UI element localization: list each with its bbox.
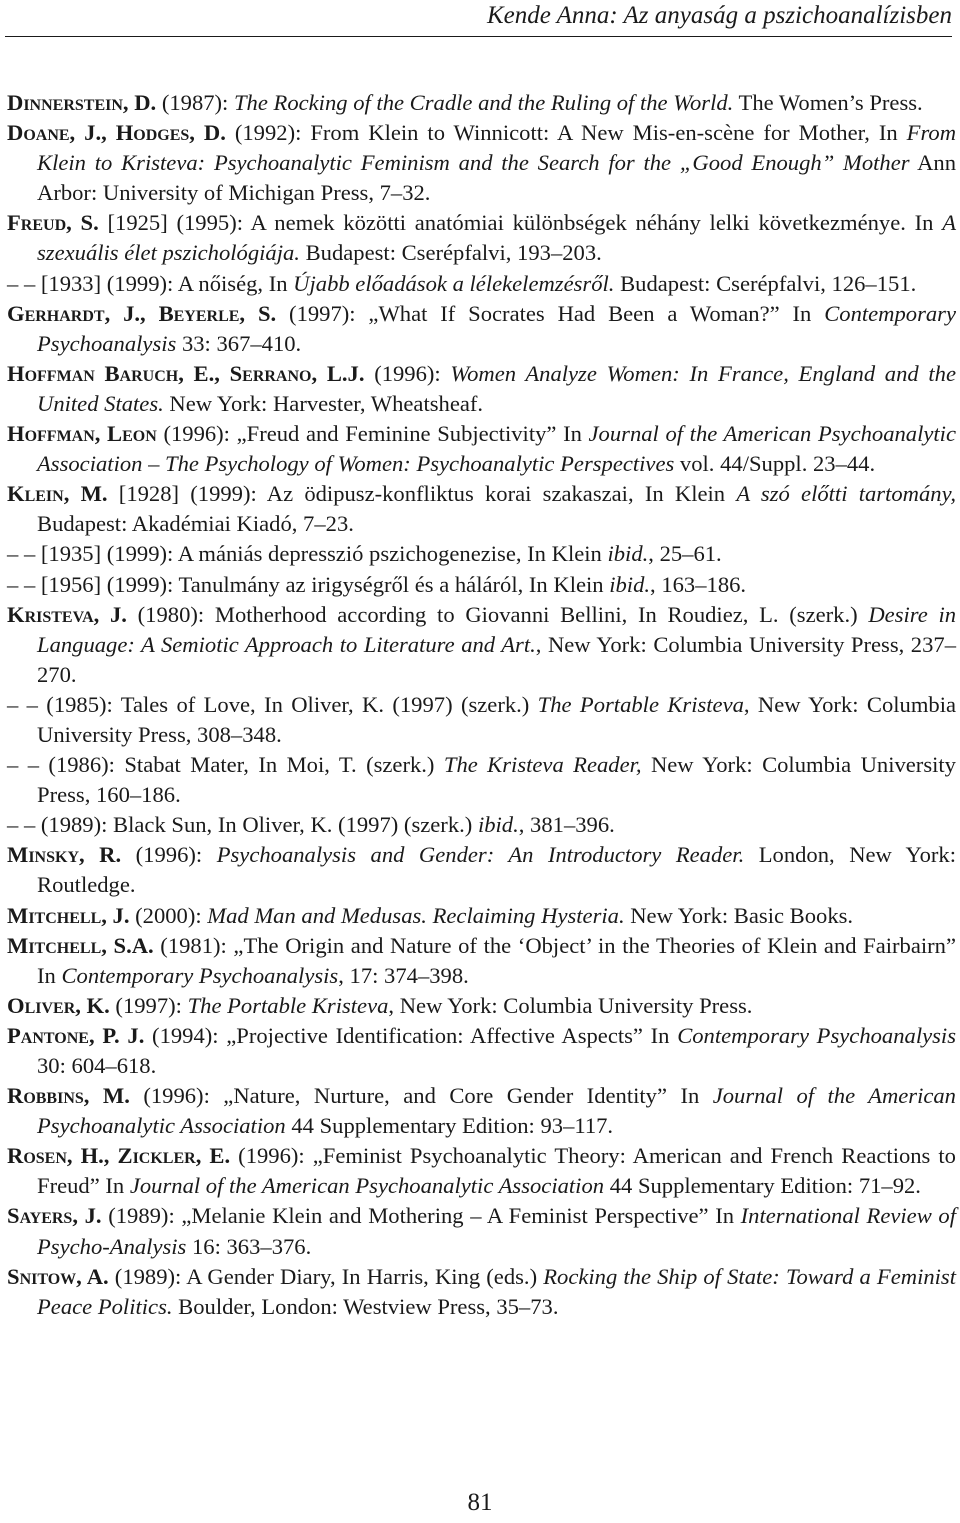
reference-text: (1992): From Klein to Winnicott: A New Mis-en-scène for Mother, In bbox=[225, 120, 907, 146]
reference-text: Ann Arbor: University of Michigan Press, 7–32. bbox=[37, 150, 957, 206]
reference-title: Journal of the American Psychoanalytic Association – The Psychology of Women: Psychoanalytic Perspectives bbox=[37, 421, 956, 477]
reference-author: Freud, S. bbox=[7, 210, 99, 236]
reference-entry bbox=[7, 840, 956, 900]
reference-author: Dinnerstein, D. bbox=[7, 90, 157, 115]
reference-text: Boulder, London: Westview Press, 35–73. bbox=[172, 1293, 559, 1319]
reference-text: Budapest: Akadémiai Kiadó, 7–23. bbox=[37, 511, 354, 537]
reference-author: Mitchell, S.A. bbox=[7, 932, 154, 958]
reference-author: Robbins, M. bbox=[7, 1083, 130, 1109]
reference-title: A szó előtti tartomány, bbox=[736, 481, 956, 507]
reference-text: , 163–186. bbox=[650, 571, 747, 597]
reference-entry bbox=[7, 1201, 956, 1261]
reference-author: Gerhardt, J., Beyerle, S. bbox=[7, 300, 277, 326]
reference-text: (1996): „Freud and Feminine Subjectivity” In bbox=[156, 421, 589, 447]
reference-text: (1980): Motherhood according to Giovanni Bellini, In Roudiez, L. (szerk.) bbox=[126, 601, 869, 627]
reference-text: 44 Supplementary Edition: 71–92. bbox=[604, 1173, 921, 1199]
reference-author: Rosen, H., Zickler, E. bbox=[7, 1143, 231, 1169]
reference-entry bbox=[7, 901, 956, 931]
reference-text: , 17: 374–398. bbox=[338, 962, 469, 988]
reference-text: , New York: Columbia University Press. bbox=[388, 992, 753, 1018]
reference-title: Rocking the Ship of State: Toward a Feminist Peace Politics. bbox=[37, 1263, 956, 1319]
reference-text: – – [1956] (1999): Tanulmány az irigységről és a háláról, In Klein bbox=[7, 571, 610, 597]
reference-title: Journal of the American Psychoanalytic Association bbox=[129, 1173, 605, 1199]
reference-entry bbox=[7, 359, 956, 419]
reference-author: Hoffman Baruch, E., Serrano, L.J. bbox=[7, 360, 365, 386]
reference-text: 30: 604–618. bbox=[37, 1053, 157, 1078]
reference-title: ibid. bbox=[477, 812, 519, 838]
reference-entry bbox=[7, 208, 956, 268]
reference-title: The Portable Kristeva bbox=[537, 691, 744, 717]
reference-text: vol. 44/Suppl. 23–44. bbox=[674, 451, 876, 477]
reference-title: International Review of Psycho-Analysis bbox=[37, 1203, 956, 1259]
reference-entry bbox=[7, 750, 956, 810]
reference-text: [1928] (1999): Az ödipusz-konfliktus korai szakaszai, In Klein bbox=[107, 481, 737, 507]
reference-author: Pantone, P. J. bbox=[7, 1022, 145, 1048]
reference-text: 44 Supplementary Edition: 93–117. bbox=[285, 1113, 614, 1139]
reference-title: Contemporary Psychoanalysis bbox=[61, 962, 339, 988]
reference-text: New York: Harvester, Wheatsheaf. bbox=[163, 390, 484, 416]
reference-text: (1981): „The Origin and Nature of the ‘Object’ in the Theories of Klein and Fairbairn” In bbox=[37, 932, 956, 988]
reference-list bbox=[7, 88, 956, 1322]
reference-author: Oliver, K. bbox=[7, 992, 110, 1018]
reference-text: 33: 367–410. bbox=[176, 330, 302, 356]
reference-text: , 25–61. bbox=[648, 541, 722, 567]
reference-text: New York: Basic Books. bbox=[624, 902, 854, 928]
reference-title: Psychoanalysis and Gender: An Introductory Reader. bbox=[216, 842, 745, 868]
reference-entry bbox=[7, 269, 956, 299]
reference-entry bbox=[7, 299, 956, 359]
reference-text: (1996): „Feminist Psychoanalytic Theory: American and French Reactions to Freud” In bbox=[37, 1143, 956, 1199]
reference-text: Budapest: Cserépfalvi, 126–151. bbox=[614, 270, 917, 296]
reference-entry bbox=[7, 118, 956, 208]
reference-entry bbox=[7, 1141, 956, 1201]
reference-title: Desire in Language: A Semiotic Approach to Literature and Art. bbox=[37, 601, 957, 657]
reference-author: Snitow, A. bbox=[7, 1263, 109, 1289]
reference-title: The Rocking of the Cradle and the Ruling of the World. bbox=[233, 90, 734, 115]
reference-text: – – (1989): Black Sun, In Oliver, K. (1997) (szerk.) bbox=[7, 812, 478, 838]
reference-title: Contemporary Psychoanalysis bbox=[37, 300, 956, 356]
reference-text: , New York: Columbia University Press, 308–348. bbox=[37, 691, 956, 747]
reference-entry bbox=[7, 931, 956, 991]
reference-title: A szexuális élet pszichológiája. bbox=[37, 210, 956, 266]
reference-entry bbox=[7, 600, 956, 690]
reference-author: Kristeva, J. bbox=[7, 601, 127, 627]
reference-text: – – [1933] (1999): A nőiség, In bbox=[7, 270, 294, 296]
reference-text: (1987): bbox=[156, 90, 234, 115]
reference-text: – – (1985): Tales of Love, In Oliver, K. (1997) (szerk.) bbox=[7, 691, 538, 717]
reference-text: – – (1986): Stabat Mater, In Moi, T. (szerk.) bbox=[7, 752, 444, 778]
reference-text: New York: Columbia University Press, 160–186. bbox=[37, 752, 956, 808]
header-rule bbox=[5, 36, 952, 37]
reference-title: Women Analyze Women: In France, England and the United States. bbox=[37, 360, 956, 416]
reference-entry bbox=[7, 690, 956, 750]
reference-author: Mitchell, J. bbox=[7, 902, 130, 928]
reference-title: ibid. bbox=[609, 571, 651, 597]
reference-title: Mad Man and Medusas. Reclaiming Hysteria. bbox=[207, 902, 625, 928]
reference-title: From Klein to Kristeva: Psychoanalytic Feminism and the Search for the „Good Enough” Mother bbox=[37, 120, 957, 176]
reference-author: Hoffman, Leon bbox=[7, 421, 157, 447]
reference-text: (1996): bbox=[364, 360, 451, 386]
reference-title: Journal of the American Psychoanalytic Association bbox=[37, 1083, 956, 1139]
reference-entry bbox=[7, 539, 956, 569]
reference-text: Budapest: Cserépfalvi, 193–203. bbox=[299, 240, 602, 266]
reference-entry bbox=[7, 570, 956, 600]
reference-text: (2000): bbox=[129, 902, 208, 928]
reference-text: (1994): „Projective Identification: Affective Aspects” In bbox=[144, 1022, 678, 1048]
reference-author: Doane, J., Hodges, D. bbox=[7, 120, 226, 146]
reference-title: Contemporary Psychoanalysis bbox=[677, 1022, 956, 1048]
reference-text: – – [1935] (1999): A mániás depresszió pszichogenezise, In Klein bbox=[7, 541, 608, 567]
reference-entry bbox=[7, 479, 956, 539]
reference-entry bbox=[7, 810, 956, 840]
reference-text: London, New York: Routledge. bbox=[37, 842, 956, 898]
reference-text: [1925] (1995): A nemek közötti anatómiai különbségek néhány lelki következménye. In bbox=[98, 210, 943, 236]
reference-entry bbox=[7, 419, 956, 479]
reference-author: Klein, M. bbox=[7, 481, 108, 507]
reference-title: The Portable Kristeva bbox=[187, 992, 389, 1018]
reference-text: (1997): „What If Socrates Had Been a Woman?” In bbox=[276, 300, 825, 326]
reference-entry bbox=[7, 1021, 956, 1081]
reference-text: (1996): „Nature, Nurture, and Core Gender Identity” In bbox=[129, 1083, 713, 1109]
reference-entry bbox=[7, 1262, 956, 1322]
reference-text: The Women’s Press. bbox=[733, 90, 923, 115]
running-header: Kende Anna: Az anyaság a pszichoanalízisben bbox=[486, 2, 952, 29]
reference-entry bbox=[7, 991, 956, 1021]
reference-title: Újabb előadások a lélekelemzésről. bbox=[293, 270, 615, 296]
reference-text: (1997): bbox=[109, 992, 188, 1018]
reference-text: (1989): „Melanie Klein and Mothering – A Feminist Perspective” In bbox=[101, 1203, 741, 1229]
reference-title: ibid. bbox=[607, 541, 649, 567]
reference-author: Minsky, R. bbox=[7, 842, 122, 868]
reference-title: The Kristeva Reader, bbox=[443, 752, 642, 778]
reference-text: , New York: Columbia University Press, 237–270. bbox=[37, 631, 956, 687]
reference-author: Sayers, J. bbox=[7, 1203, 102, 1229]
reference-entry bbox=[7, 88, 956, 118]
reference-text: , 381–396. bbox=[518, 812, 615, 838]
page-number: 81 bbox=[467, 1489, 493, 1516]
reference-text: (1996): bbox=[121, 842, 217, 868]
reference-text: (1989): A Gender Diary, In Harris, King (eds.) bbox=[108, 1263, 544, 1289]
reference-text: 16: 363–376. bbox=[186, 1233, 312, 1259]
reference-entry bbox=[7, 1081, 956, 1141]
